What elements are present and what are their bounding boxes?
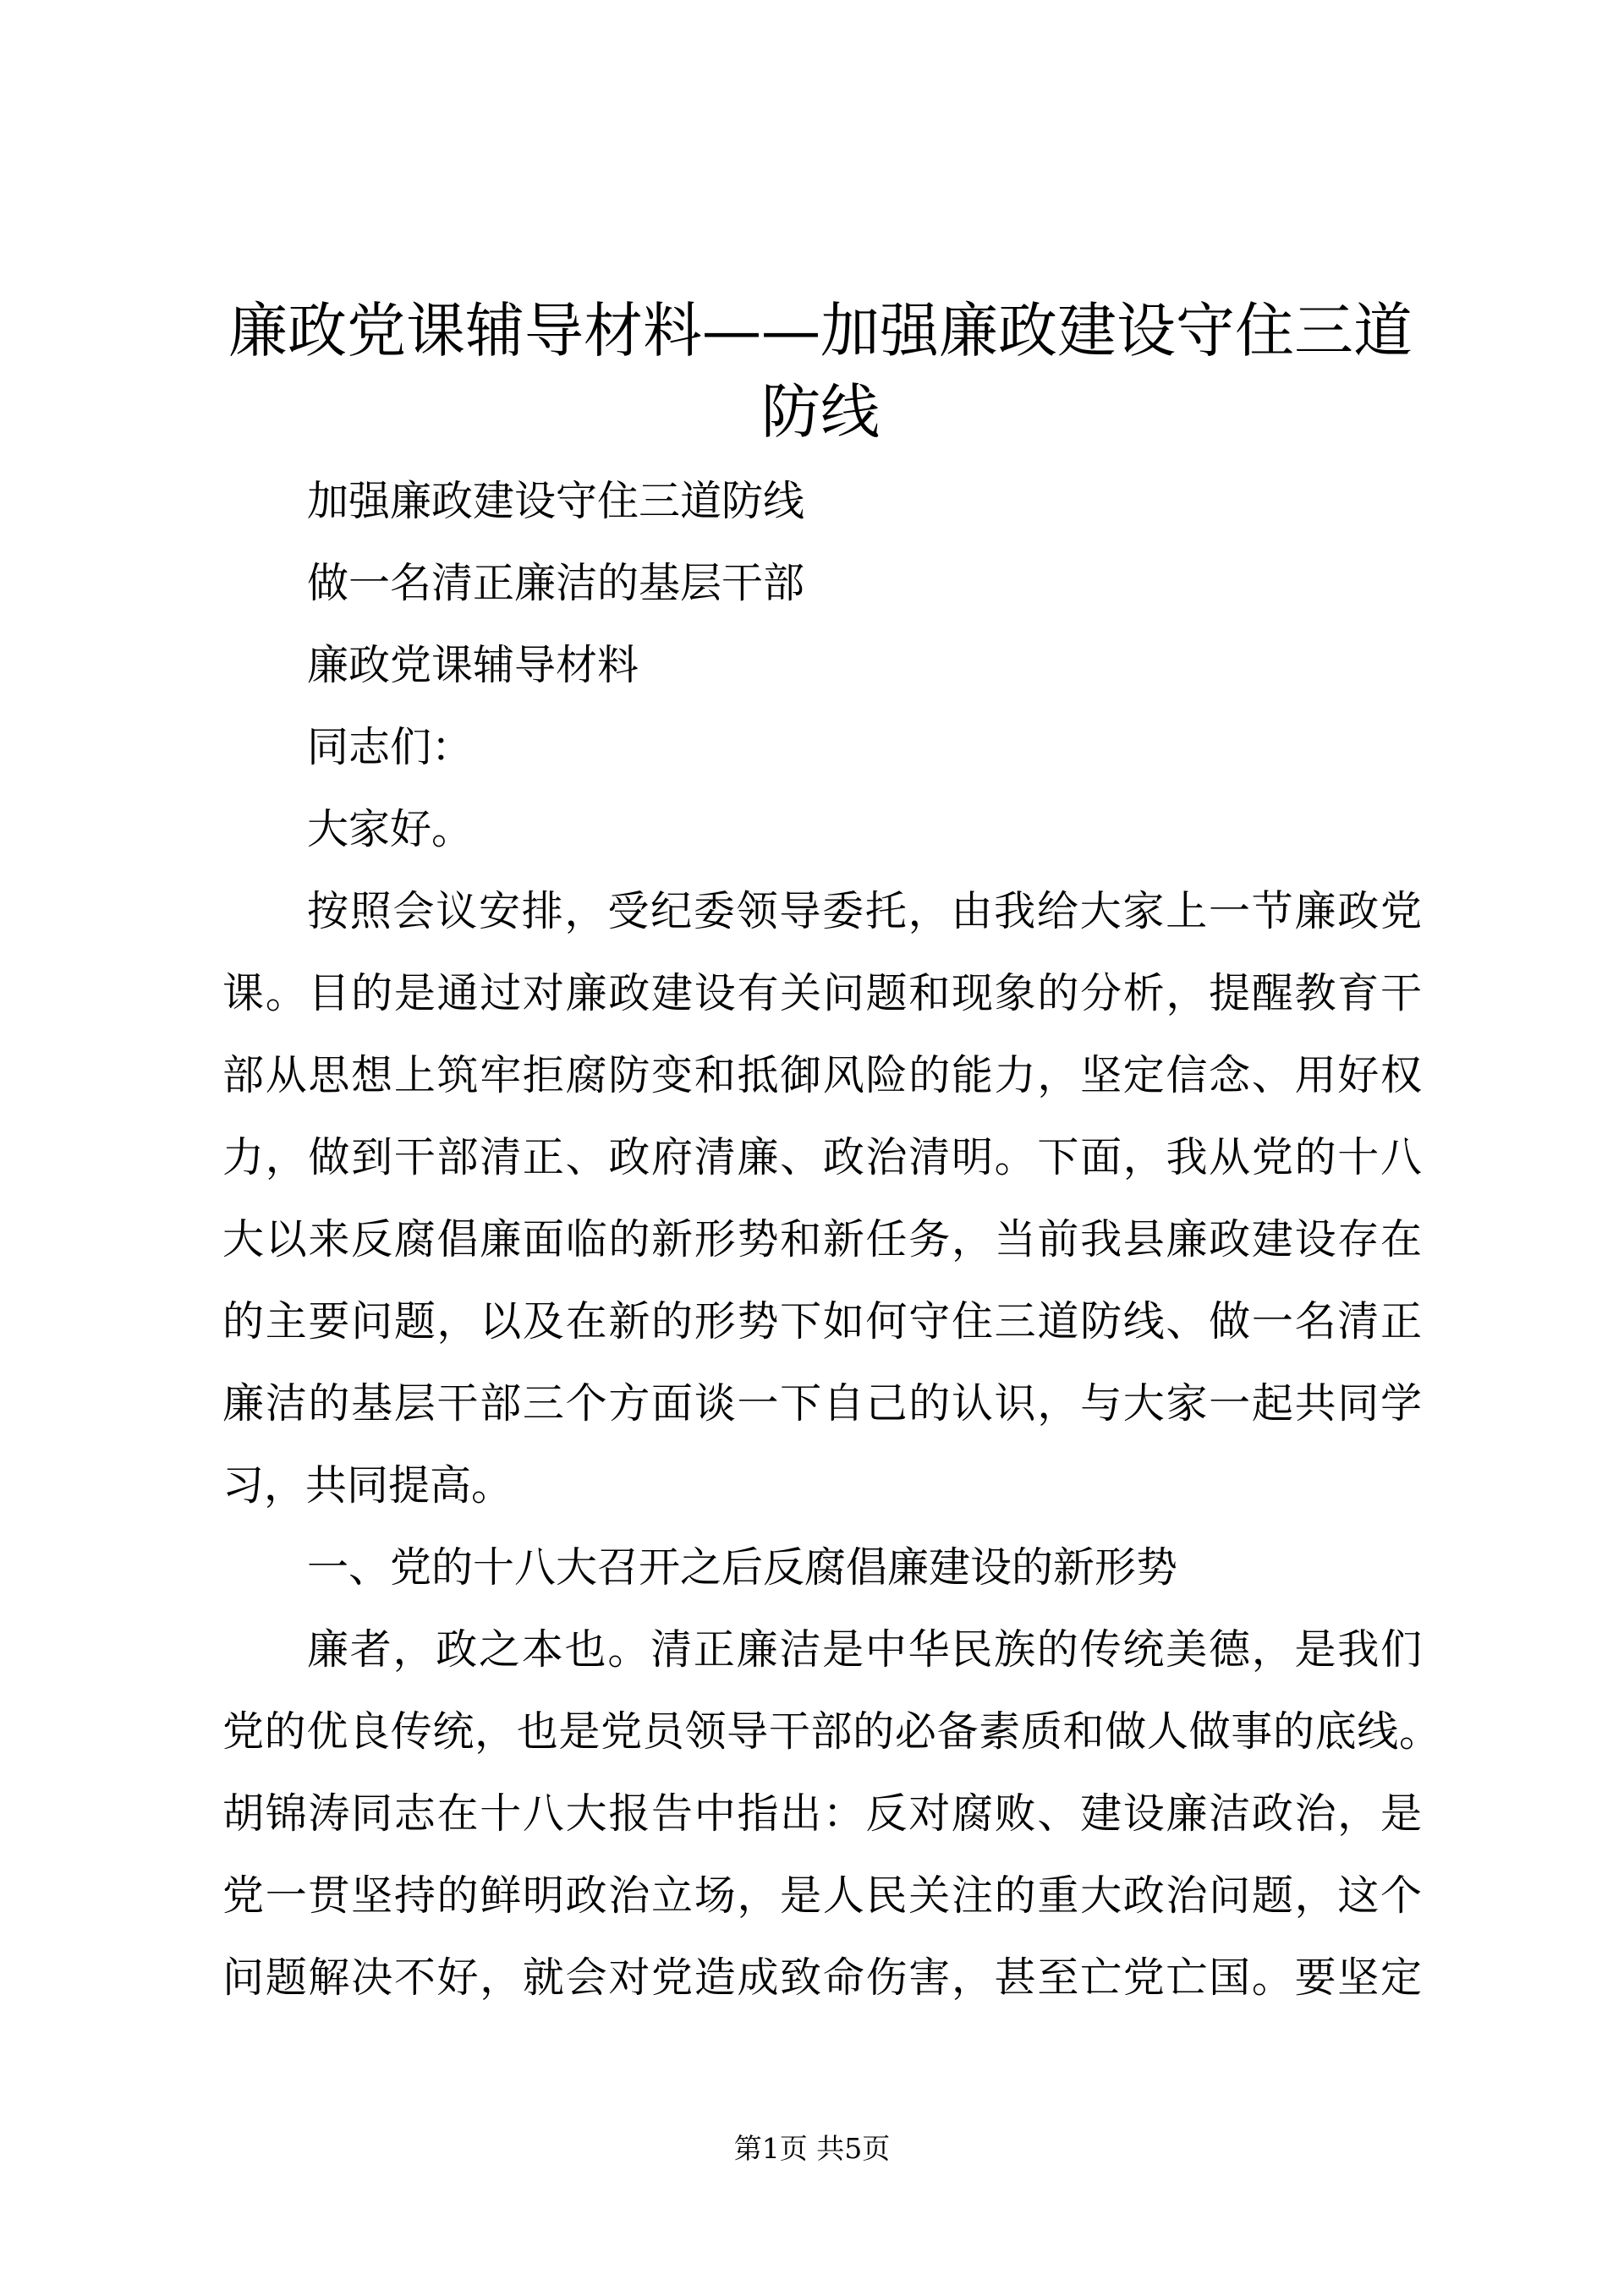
- paragraph-line: 党一贯坚持的鲜明政治立场，是人民关注的重大政治问题，这个: [222, 1871, 1422, 1920]
- document-title-line-1: 廉政党课辅导材料——加强廉政建设守住三道: [228, 296, 1413, 365]
- paragraph-line: 大以来反腐倡廉面临的新形势和新任务，当前我县廉政建设存在: [222, 1215, 1422, 1263]
- paragraph-line: 党的优良传统，也是党员领导干部的必备素质和做人做事的底线。: [222, 1707, 1440, 1756]
- salutation: 同志们：: [307, 723, 474, 771]
- paragraph-line: 问题解决不好，就会对党造成致命伤害，甚至亡党亡国。要坚定: [222, 1954, 1422, 2002]
- greeting: 大家好。: [307, 805, 474, 853]
- paragraph-line: 的主要问题，以及在新的形势下如何守住三道防线、做一名清正: [222, 1297, 1422, 1345]
- paragraph-line: 部从思想上筑牢拒腐防变和抵御风险的能力，坚定信念、用好权: [222, 1051, 1422, 1099]
- section-heading: 一、党的十八大召开之后反腐倡廉建设的新形势: [307, 1543, 1178, 1592]
- subtitle: 做一名清正廉洁的基层干部: [307, 559, 805, 607]
- paragraph-line: 按照会议安排，受纪委领导委托，由我给大家上一节廉政党: [307, 887, 1422, 935]
- paragraph-line: 廉洁的基层干部三个方面谈一下自己的认识，与大家一起共同学: [222, 1379, 1422, 1427]
- paragraph-line: 廉者，政之本也。清正廉洁是中华民族的传统美德，是我们: [307, 1625, 1422, 1674]
- paragraph-line: 习，共同提高。: [222, 1461, 513, 1510]
- subtitle: 廉政党课辅导材料: [307, 641, 639, 689]
- paragraph-line: 课。目的是通过对廉政建设有关问题和现象的分析，提醒教育干: [222, 969, 1422, 1017]
- paragraph-line: 胡锦涛同志在十八大报告中指出：反对腐败、建设廉洁政治，是: [222, 1789, 1422, 1838]
- page-indicator: 第1页 共5页: [733, 2132, 891, 2165]
- subtitle: 加强廉政建设守住三道防线: [307, 477, 805, 525]
- paragraph-line: 力，做到干部清正、政府清廉、政治清明。下面，我从党的十八: [222, 1133, 1422, 1181]
- document-title-line-2: 防线: [761, 377, 880, 447]
